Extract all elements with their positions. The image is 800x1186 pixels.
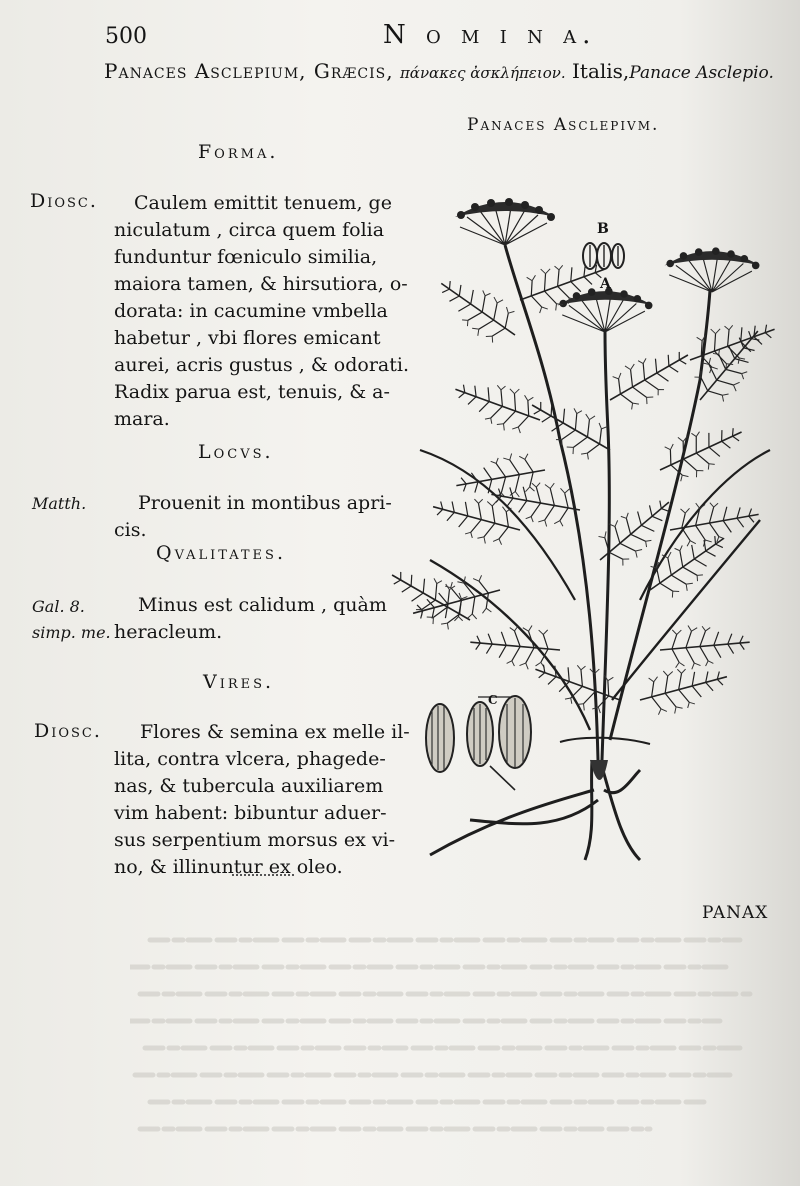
text-line: dorata: in cacumine vmbella — [114, 300, 388, 322]
page-number: 500 — [105, 24, 147, 49]
text-line: no, & illinuntur ex oleo. — [114, 856, 343, 878]
text-line: habetur , vbi flores emicant — [114, 327, 381, 349]
section-heading-vires: Vires. — [203, 671, 275, 693]
source-simp: simp. me. — [32, 623, 111, 642]
illustration-caption: Panaces Asclepivm. — [467, 115, 660, 135]
italian-label: Italis, — [572, 59, 630, 83]
source-matth: Matth. — [32, 494, 87, 513]
catchword: PANAX — [702, 903, 769, 923]
text-line: Prouenit in montibus apri- — [138, 492, 392, 514]
text-line: vim habent: bibuntur aduer- — [114, 802, 387, 824]
text-line: nas, & tubercula auxiliarem — [114, 775, 384, 797]
text-line: Radix parua est, tenuis, & a- — [114, 381, 390, 403]
source-diosc-vires: Diosc. — [34, 720, 102, 742]
text-line: niculatum , circa quem folia — [114, 219, 385, 241]
text-line: sus serpentium morsus ex vi- — [114, 829, 396, 851]
section-heading-qualitates: Qvalitates. — [156, 542, 286, 564]
bleed-through-texture — [130, 925, 770, 1145]
text-line: mara. — [114, 408, 170, 430]
text-line: aurei, acris gustus , & odorati. — [114, 354, 410, 376]
source-gal: Gal. 8. — [32, 597, 85, 616]
text-line: Minus est calidum , quàm — [138, 594, 387, 616]
section-heading-locus: Locvs. — [198, 441, 274, 463]
figure-letter-c: C — [488, 693, 498, 707]
running-title: N o m i n a. — [383, 20, 597, 50]
text-line: cis. — [114, 519, 147, 541]
text-line: maiora tamen, & hirsutiora, o- — [114, 273, 408, 295]
text-line: heracleum. — [114, 621, 223, 643]
greek-name: πάνακες ἀσκλήπειον. — [399, 64, 566, 82]
text-line: funduntur fœniculo similia, — [114, 246, 378, 268]
source-diosc-forma: Diosc. — [30, 190, 98, 212]
text-line: Caulem emittit tenuem, ge — [134, 192, 392, 214]
figure-letter-a: A — [600, 276, 611, 292]
latin-name: Panaces Asclepium, Græcis, — [104, 59, 394, 83]
figure-letter-b: B — [597, 221, 609, 237]
text-line: Flores & semina ex melle il- — [140, 721, 410, 743]
text-line: lita, contra vlcera, phagede- — [114, 748, 386, 770]
section-heading-forma: Forma. — [198, 141, 279, 163]
italian-name: Panace Asclepio. — [629, 63, 774, 83]
